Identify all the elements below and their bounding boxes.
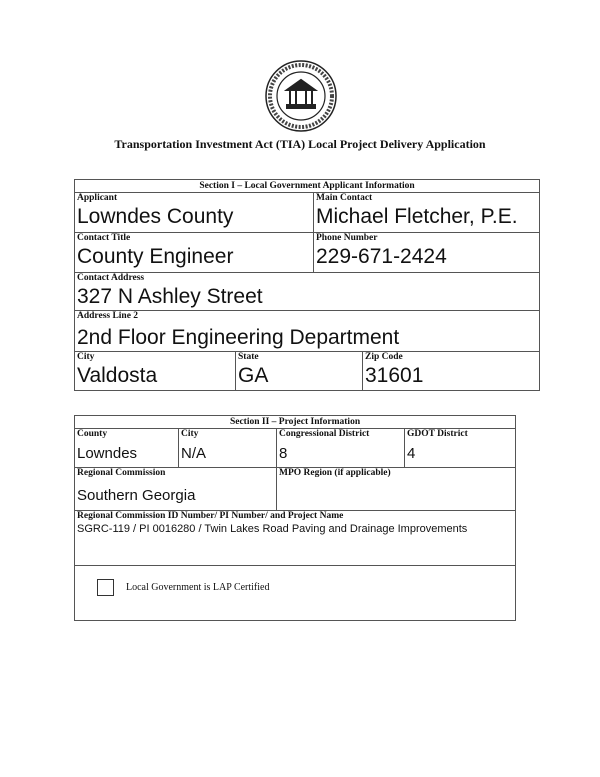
- contact-title-value: County Engineer: [77, 245, 234, 268]
- project-city-field[interactable]: [179, 429, 277, 468]
- section2-header: Section II – Project Information: [75, 416, 516, 429]
- phone-value: 229-671-2424: [316, 245, 447, 268]
- address-label: Contact Address: [77, 273, 145, 283]
- phone-label: Phone Number: [316, 233, 378, 243]
- city-label: City: [77, 352, 95, 362]
- applicant-label: Applicant: [77, 193, 118, 203]
- lap-certified-checkbox[interactable]: [97, 579, 114, 596]
- county-field[interactable]: [75, 429, 179, 468]
- main-contact-value: Michael Fletcher, P.E.: [316, 205, 518, 228]
- applicant-field[interactable]: [75, 193, 314, 233]
- project-city-label: City: [181, 429, 199, 439]
- project-name-field[interactable]: [75, 511, 516, 566]
- project-city-value: N/A: [181, 445, 207, 462]
- gdot-district-value: 4: [407, 445, 416, 462]
- zip-label: Zip Code: [365, 352, 403, 362]
- congressional-district-value: 8: [279, 445, 288, 462]
- county-label: County: [77, 429, 108, 439]
- phone-field[interactable]: [314, 233, 540, 273]
- project-name-label: Regional Commission ID Number/ PI Number/ and Project Name: [77, 511, 344, 521]
- applicant-value: Lowndes County: [77, 205, 234, 228]
- project-name-value: SGRC-119 / PI 0016280 / Twin Lakes Road Paving and Drainage Improvements: [77, 523, 468, 535]
- address-field[interactable]: [75, 273, 540, 311]
- congressional-district-label: Congressional District: [279, 429, 370, 439]
- document-title: Transportation Investment Act (TIA) Local Project Delivery Application: [114, 137, 486, 151]
- main-contact-label: Main Contact: [316, 193, 373, 203]
- mpo-region-label: MPO Region (if applicable): [279, 468, 391, 478]
- congressional-district-field[interactable]: [277, 429, 405, 468]
- section2-table: [74, 415, 516, 621]
- regional-commission-label: Regional Commission: [77, 468, 166, 478]
- state-field[interactable]: [236, 352, 363, 391]
- gdot-seal-logo: [265, 60, 337, 132]
- address2-label: Address Line 2: [77, 311, 139, 321]
- county-value: Lowndes: [77, 445, 138, 462]
- address2-value: 2nd Floor Engineering Department: [77, 326, 400, 349]
- mpo-region-field[interactable]: [277, 468, 516, 511]
- gdot-district-label: GDOT District: [407, 429, 468, 439]
- main-contact-field[interactable]: [314, 193, 540, 233]
- city-value: Valdosta: [77, 364, 158, 387]
- section1-table: [74, 179, 540, 391]
- zip-field[interactable]: [363, 352, 540, 391]
- contact-title-label: Contact Title: [77, 233, 131, 243]
- state-label: State: [238, 352, 259, 362]
- state-value: GA: [238, 364, 269, 387]
- gdot-district-field[interactable]: [405, 429, 516, 468]
- contact-title-field[interactable]: [75, 233, 314, 273]
- section1-header: Section I – Local Government Applicant Information: [75, 180, 540, 193]
- regional-commission-field[interactable]: [75, 468, 277, 511]
- city-field[interactable]: [75, 352, 236, 391]
- zip-value: 31601: [365, 364, 424, 387]
- address2-field[interactable]: [75, 311, 540, 352]
- regional-commission-value: Southern Georgia: [77, 487, 196, 504]
- address-value: 327 N Ashley Street: [77, 285, 263, 308]
- lap-certified-label: Local Government is LAP Certified: [126, 581, 270, 593]
